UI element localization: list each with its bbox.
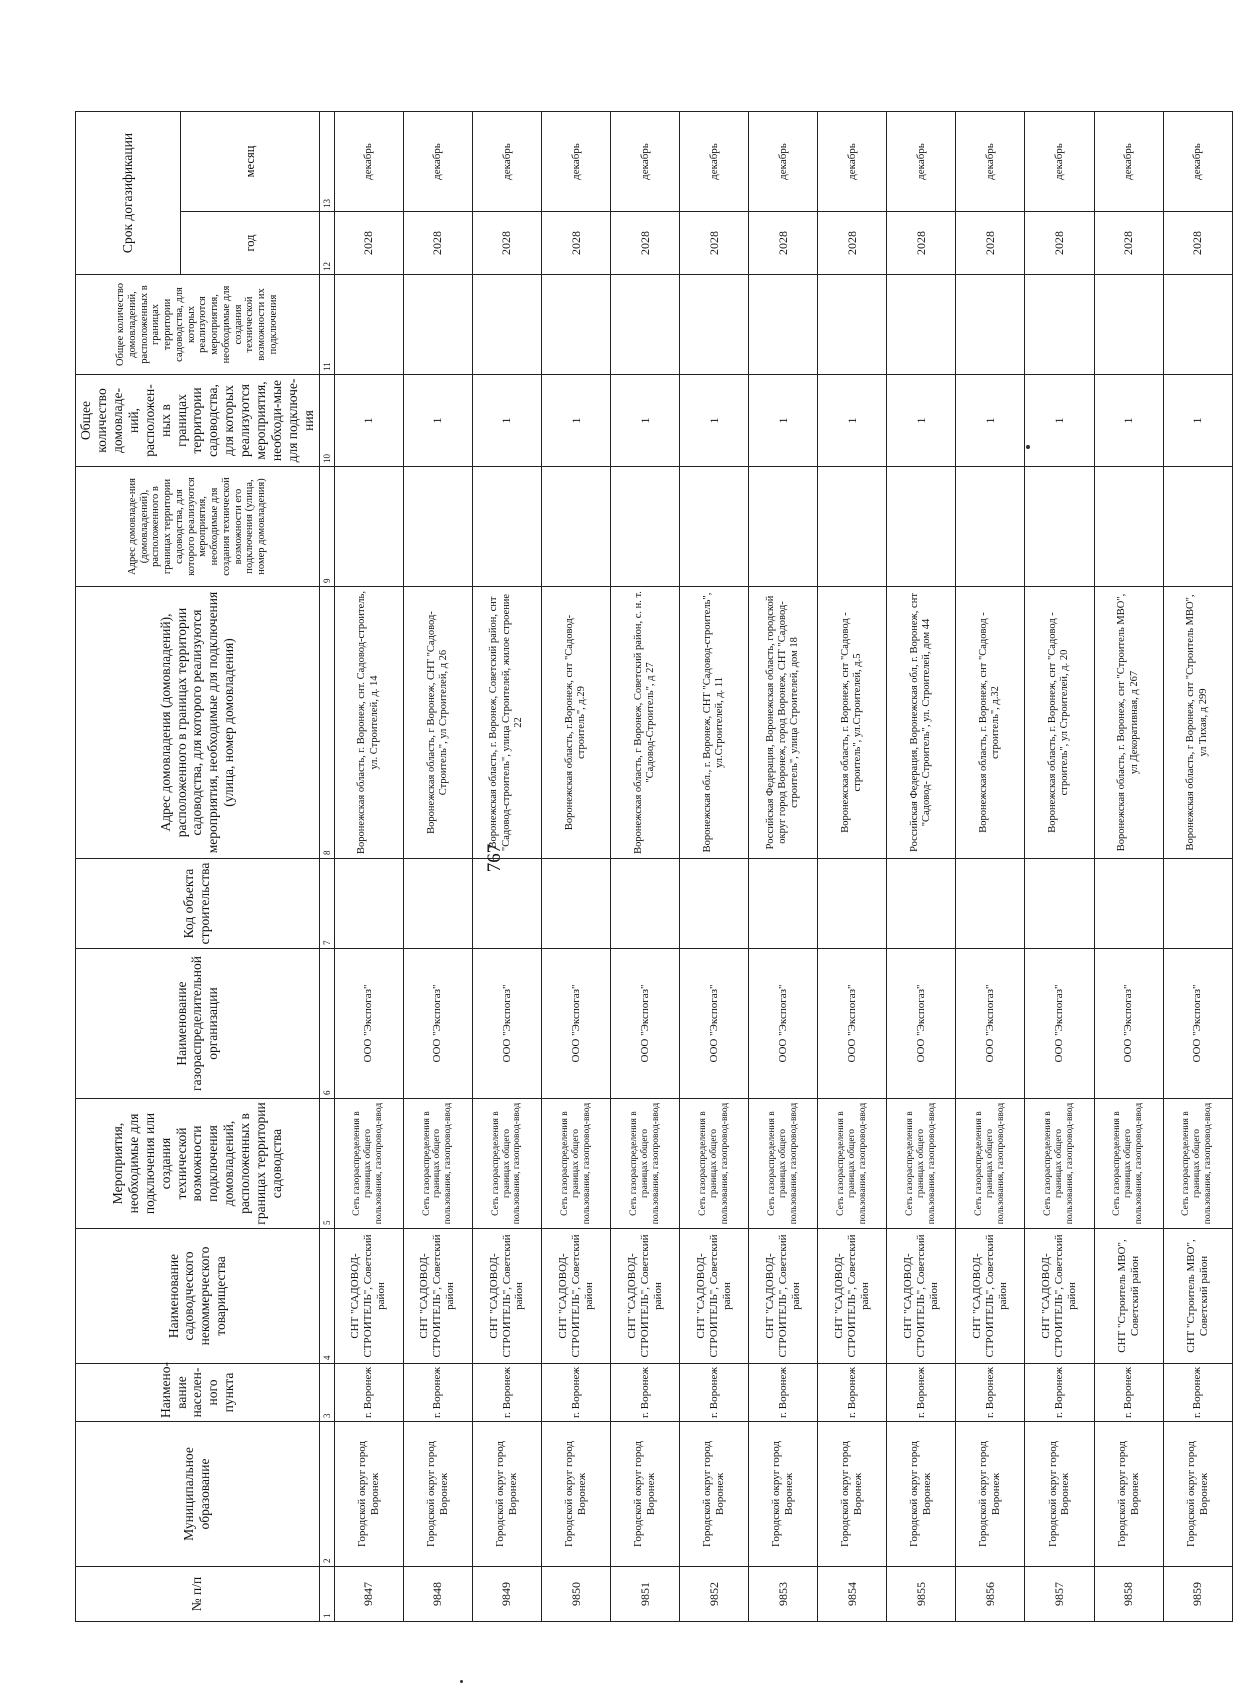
- header-count-conn: Общее количество домовладе-ний, расположен-ных в границах территории садоводства, для которых реализуются мероприятия, необходи-мые для подключе-ния: [76, 375, 320, 467]
- column-index: 5: [319, 1099, 334, 1229]
- cell-num: 9856: [956, 1567, 1025, 1622]
- cell-address: Воронежская область, г. Воронеж, Советский район, снт "Садовод-строитель", улица Строителей, жилое строение 22: [472, 587, 541, 859]
- cell-measures: Сеть газораспределения в границах общего пользования, газопровод-ввод: [542, 1099, 611, 1229]
- cell-measures: Сеть газораспределения в границах общего пользования, газопровод-ввод: [680, 1099, 749, 1229]
- cell-num: 9859: [1163, 1567, 1232, 1622]
- cell-settlement: г. Воронеж: [887, 1364, 956, 1422]
- cell-snt: СНТ "САДОВОД-СТРОИТЕЛЬ", Советский район: [472, 1229, 541, 1364]
- cell-code: [680, 859, 749, 949]
- cell-settlement: г. Воронеж: [334, 1364, 403, 1422]
- cell-measures: Сеть газораспределения в границах общего пользования, газопровод-ввод: [749, 1099, 818, 1229]
- cell-count-conn: 1: [887, 375, 956, 467]
- cell-snt: СНТ "Строитель МВО", Советский район: [1163, 1229, 1232, 1364]
- cell-measures: Сеть газораспределения в границах общего пользования, газопровод-ввод: [956, 1099, 1025, 1229]
- cell-code: [334, 859, 403, 949]
- cell-measures: Сеть газораспределения в границах общего пользования, газопровод-ввод: [887, 1099, 956, 1229]
- cell-gdo: ООО "Экспогаз": [749, 949, 818, 1099]
- cell-year: 2028: [403, 212, 472, 275]
- cell-num: 9850: [542, 1567, 611, 1622]
- scan-dot: [460, 1680, 463, 1683]
- cell-gdo: ООО "Экспогаз": [1025, 949, 1094, 1099]
- cell-month: декабрь: [956, 111, 1025, 211]
- header-code: Код объекта строительства: [76, 859, 320, 949]
- cell-address: Воронежская обл., г. Воронеж, СНТ "Садовод-строитель", ул.Строителей, д. 11: [680, 587, 749, 859]
- cell-address-tech: [1163, 467, 1232, 587]
- column-index: 12: [319, 212, 334, 275]
- cell-address: Воронежская область, г Воронеж, СНТ "Садовод-Строитель", ул Строителей, д 26: [403, 587, 472, 859]
- cell-gdo: ООО "Экспогаз": [887, 949, 956, 1099]
- cell-count-tech: [887, 275, 956, 375]
- cell-address: Российская Федерация, Воронежская область, городской округ город Воронеж, город Воронеж, СНТ "Садовод-строитель", улица Строителей, дом 18: [749, 587, 818, 859]
- cell-gdo: ООО "Экспогаз": [472, 949, 541, 1099]
- cell-measures: Сеть газораспределения в границах общего пользования, газопровод-ввод: [1025, 1099, 1094, 1229]
- cell-snt: СНТ "САДОВОД-СТРОИТЕЛЬ", Советский район: [334, 1229, 403, 1364]
- cell-num: 9851: [611, 1567, 680, 1622]
- cell-gdo: ООО "Экспогаз": [818, 949, 887, 1099]
- header-num: № п/п: [76, 1567, 320, 1622]
- cell-gdo: ООО "Экспогаз": [403, 949, 472, 1099]
- cell-code: [1025, 859, 1094, 949]
- cell-month: декабрь: [403, 111, 472, 211]
- header-count-tech: Общее количество домовладений, расположенных в границах территории садоводства, для которых реализуются мероприятия, необходимые для создания технической возможности их подключения: [76, 275, 320, 375]
- cell-snt: СНТ "САДОВОД-СТРОИТЕЛЬ", Советский район: [1025, 1229, 1094, 1364]
- cell-num: 9854: [818, 1567, 887, 1622]
- column-index: 7: [319, 859, 334, 949]
- cell-year: 2028: [1025, 212, 1094, 275]
- cell-code: [611, 859, 680, 949]
- cell-code: [403, 859, 472, 949]
- cell-settlement: г. Воронеж: [818, 1364, 887, 1422]
- cell-municipality: Городской округ город Воронеж: [611, 1422, 680, 1567]
- cell-count-tech: [1025, 275, 1094, 375]
- cell-num: 9847: [334, 1567, 403, 1622]
- column-index: 9: [319, 467, 334, 587]
- cell-settlement: г. Воронеж: [680, 1364, 749, 1422]
- cell-gdo: ООО "Экспогаз": [542, 949, 611, 1099]
- cell-count-tech: [403, 275, 472, 375]
- column-index: 1: [319, 1567, 334, 1622]
- cell-measures: Сеть газораспределения в границах общего пользования, газопровод-ввод: [334, 1099, 403, 1229]
- cell-address-tech: [472, 467, 541, 587]
- cell-snt: СНТ "САДОВОД-СТРОИТЕЛЬ", Советский район: [749, 1229, 818, 1364]
- cell-year: 2028: [818, 212, 887, 275]
- cell-municipality: Городской округ город Воронеж: [472, 1422, 541, 1567]
- cell-snt: СНТ "САДОВОД-СТРОИТЕЛЬ", Советский район: [542, 1229, 611, 1364]
- cell-year: 2028: [542, 212, 611, 275]
- cell-measures: Сеть газораспределения в границах общего пользования, газопровод-ввод: [472, 1099, 541, 1229]
- cell-gdo: ООО "Экспогаз": [680, 949, 749, 1099]
- cell-count-tech: [1163, 275, 1232, 375]
- cell-measures: Сеть газораспределения в границах общего пользования, газопровод-ввод: [1094, 1099, 1163, 1229]
- cell-settlement: г. Воронеж: [611, 1364, 680, 1422]
- cell-address-tech: [542, 467, 611, 587]
- cell-count-tech: [749, 275, 818, 375]
- header-address: Адрес домовладения (домовладений), расположенного в границах территории садоводства, для которого реализуются мероприятия, необходимые для подключения (улица, номер домовладения): [76, 587, 320, 859]
- cell-settlement: г. Воронеж: [749, 1364, 818, 1422]
- cell-address-tech: [1094, 467, 1163, 587]
- cell-municipality: Городской округ город Воронеж: [818, 1422, 887, 1567]
- cell-count-conn: 1: [749, 375, 818, 467]
- cell-month: декабрь: [334, 111, 403, 211]
- column-index: 8: [319, 587, 334, 859]
- cell-count-tech: [1094, 275, 1163, 375]
- header-snt: Наименование садоводческого некоммерческого товарищества: [76, 1229, 320, 1364]
- cell-gdo: ООО "Экспогаз": [1094, 949, 1163, 1099]
- cell-num: 9849: [472, 1567, 541, 1622]
- cell-settlement: г. Воронеж: [542, 1364, 611, 1422]
- table-body: [334, 111, 1232, 1621]
- cell-measures: Сеть газораспределения в границах общего пользования, газопровод-ввод: [403, 1099, 472, 1229]
- cell-num: 9848: [403, 1567, 472, 1622]
- cell-year: 2028: [334, 212, 403, 275]
- cell-count-tech: [542, 275, 611, 375]
- cell-gdo: ООО "Экспогаз": [611, 949, 680, 1099]
- cell-year: 2028: [611, 212, 680, 275]
- cell-count-tech: [472, 275, 541, 375]
- table-row: [403, 111, 472, 1621]
- header-gdo: Наименование газораспределительной организации: [76, 949, 320, 1099]
- cell-count-conn: 1: [334, 375, 403, 467]
- cell-municipality: Городской округ город Воронеж: [1025, 1422, 1094, 1567]
- cell-address-tech: [611, 467, 680, 587]
- column-index: 2: [319, 1422, 334, 1567]
- cell-count-tech: [818, 275, 887, 375]
- column-index: 6: [319, 949, 334, 1099]
- table-row: [472, 111, 541, 1621]
- column-index: 3: [319, 1364, 334, 1422]
- cell-gdo: ООО "Экспогаз": [334, 949, 403, 1099]
- cell-count-conn: 1: [1025, 375, 1094, 467]
- header-address-tech: Адрес домовладе-ния (домовладений), расположенного в границах территории садоводства, для которого реализуются мероприятия, необходимые для создания технической возможности его подключения (улица, номер домовладения): [76, 467, 320, 587]
- table-row: [1094, 111, 1163, 1621]
- cell-snt: СНТ "САДОВОД-СТРОИТЕЛЬ", Советский район: [956, 1229, 1025, 1364]
- cell-code: [1094, 859, 1163, 949]
- cell-address: Воронежская область, г.Воронеж, снт "Садовод-строитель", д.29: [542, 587, 611, 859]
- cell-settlement: г. Воронеж: [403, 1364, 472, 1422]
- header-deadline: Срок догазификации: [76, 111, 181, 274]
- cell-address: Воронежская область, г Воронеж, Советский район, с. н. т. "Садовод-Строитель", д 27: [611, 587, 680, 859]
- cell-municipality: Городской округ город Воронеж: [403, 1422, 472, 1567]
- cell-address-tech: [403, 467, 472, 587]
- cell-snt: СНТ "САДОВОД-СТРОИТЕЛЬ", Советский район: [403, 1229, 472, 1364]
- cell-year: 2028: [887, 212, 956, 275]
- table-row: [956, 111, 1025, 1621]
- cell-year: 2028: [1163, 212, 1232, 275]
- cell-code: [956, 859, 1025, 949]
- gasification-table: [75, 111, 1233, 1622]
- cell-municipality: Городской округ город Воронеж: [956, 1422, 1025, 1567]
- table-row: [749, 111, 818, 1621]
- cell-snt: СНТ "САДОВОД-СТРОИТЕЛЬ", Советский район: [680, 1229, 749, 1364]
- table-row: [1163, 111, 1232, 1621]
- cell-year: 2028: [956, 212, 1025, 275]
- table-row: [887, 111, 956, 1621]
- cell-month: декабрь: [749, 111, 818, 211]
- cell-address: Воронежская область, г. Воронеж, снт "Садовод - строитель", ул.Строителей, д.5: [818, 587, 887, 859]
- cell-code: [887, 859, 956, 949]
- cell-settlement: г. Воронеж: [1163, 1364, 1232, 1422]
- cell-num: 9852: [680, 1567, 749, 1622]
- table-row: [1025, 111, 1094, 1621]
- cell-municipality: Городской округ город Воронеж: [1094, 1422, 1163, 1567]
- cell-num: 9857: [1025, 1567, 1094, 1622]
- header-municipality: Муниципальное образование: [76, 1422, 320, 1567]
- cell-count-tech: [956, 275, 1025, 375]
- cell-snt: СНТ "САДОВОД-СТРОИТЕЛЬ", Советский район: [887, 1229, 956, 1364]
- cell-municipality: Городской округ город Воронеж: [749, 1422, 818, 1567]
- cell-month: декабрь: [887, 111, 956, 211]
- cell-address: Воронежская область, г. Воронеж, снт "Садовод - строитель", ул Строителей, д. 20: [1025, 587, 1094, 859]
- column-index: 10: [319, 375, 334, 467]
- cell-count-conn: 1: [611, 375, 680, 467]
- cell-measures: Сеть газораспределения в границах общего пользования, газопровод-ввод: [818, 1099, 887, 1229]
- cell-address-tech: [749, 467, 818, 587]
- cell-snt: СНТ "САДОВОД-СТРОИТЕЛЬ", Советский район: [611, 1229, 680, 1364]
- cell-count-tech: [680, 275, 749, 375]
- cell-address: Воронежская область, г. Воронеж, снт "Садовод - строитель", д.32: [956, 587, 1025, 859]
- header-measures: Мероприятия, необходимые для подключения или создания технической возможности подключения домовладений, расположенных в границах территории садоводства: [76, 1099, 320, 1229]
- cell-code: [749, 859, 818, 949]
- cell-municipality: Городской округ город Воронеж: [1163, 1422, 1232, 1567]
- cell-address: Воронежская область, г Воронеж, снт "Строитель МВО", ул Тихая, д 299: [1163, 587, 1232, 859]
- cell-month: декабрь: [1163, 111, 1232, 211]
- cell-count-conn: 1: [1094, 375, 1163, 467]
- cell-code: [1163, 859, 1232, 949]
- cell-month: декабрь: [818, 111, 887, 211]
- cell-year: 2028: [1094, 212, 1163, 275]
- cell-count-conn: 1: [542, 375, 611, 467]
- cell-municipality: Городской округ город Воронеж: [542, 1422, 611, 1567]
- table-row: [611, 111, 680, 1621]
- cell-municipality: Городской округ город Воронеж: [887, 1422, 956, 1567]
- cell-gdo: ООО "Экспогаз": [1163, 949, 1232, 1099]
- cell-num: 9853: [749, 1567, 818, 1622]
- table-row: [818, 111, 887, 1621]
- cell-address-tech: [334, 467, 403, 587]
- cell-code: [818, 859, 887, 949]
- table-row: [542, 111, 611, 1621]
- cell-year: 2028: [472, 212, 541, 275]
- cell-month: декабрь: [542, 111, 611, 211]
- cell-count-conn: 1: [472, 375, 541, 467]
- cell-month: декабрь: [1094, 111, 1163, 211]
- cell-count-tech: [334, 275, 403, 375]
- cell-address: Российская Федерация, Воронежская обл, г. Воронеж, снт "Садовод- Строитель", ул. Строителей, дом 44: [887, 587, 956, 859]
- table-row: [334, 111, 403, 1621]
- cell-address: Воронежская область, г. Воронеж, снт "Строитель МВО", ул Декоративная, д 267: [1094, 587, 1163, 859]
- cell-measures: Сеть газораспределения в границах общего пользования, газопровод-ввод: [611, 1099, 680, 1229]
- cell-year: 2028: [749, 212, 818, 275]
- cell-settlement: г. Воронеж: [1025, 1364, 1094, 1422]
- header-month: месяц: [181, 111, 320, 211]
- cell-address-tech: [818, 467, 887, 587]
- cell-month: декабрь: [680, 111, 749, 211]
- cell-address-tech: [956, 467, 1025, 587]
- scan-mark: [1026, 445, 1030, 449]
- table-row: [680, 111, 749, 1621]
- cell-count-conn: 1: [1163, 375, 1232, 467]
- cell-snt: СНТ "Строитель МВО", Советский район: [1094, 1229, 1163, 1364]
- cell-num: 9855: [887, 1567, 956, 1622]
- cell-month: декабрь: [1025, 111, 1094, 211]
- cell-count-conn: 1: [680, 375, 749, 467]
- cell-code: [542, 859, 611, 949]
- cell-count-tech: [611, 275, 680, 375]
- cell-address: Воронежская область, г. Воронеж, снт. Садовод-строитель, ул. Строителей, д. 14: [334, 587, 403, 859]
- cell-gdo: ООО "Экспогаз": [956, 949, 1025, 1099]
- column-index: 11: [319, 275, 334, 375]
- cell-settlement: г. Воронеж: [472, 1364, 541, 1422]
- cell-count-conn: 1: [403, 375, 472, 467]
- cell-count-conn: 1: [956, 375, 1025, 467]
- cell-code: [472, 859, 541, 949]
- cell-measures: Сеть газораспределения в границах общего пользования, газопровод-ввод: [1163, 1099, 1232, 1229]
- cell-snt: СНТ "САДОВОД-СТРОИТЕЛЬ", Советский район: [818, 1229, 887, 1364]
- column-index-row: [319, 111, 334, 1621]
- cell-count-conn: 1: [818, 375, 887, 467]
- header-year: год: [181, 212, 320, 275]
- cell-month: декабрь: [472, 111, 541, 211]
- cell-num: 9858: [1094, 1567, 1163, 1622]
- page-number: 767: [484, 843, 505, 873]
- cell-year: 2028: [680, 212, 749, 275]
- cell-address-tech: [680, 467, 749, 587]
- header-settlement: Наимено-вание населен-ного пункта: [76, 1364, 320, 1422]
- rotated-table-wrapper: [75, 112, 1214, 1622]
- cell-address-tech: [1025, 467, 1094, 587]
- cell-settlement: г. Воронеж: [1094, 1364, 1163, 1422]
- column-index: 4: [319, 1229, 334, 1364]
- cell-month: декабрь: [611, 111, 680, 211]
- cell-address-tech: [887, 467, 956, 587]
- cell-municipality: Городской округ город Воронеж: [680, 1422, 749, 1567]
- cell-municipality: Городской округ город Воронеж: [334, 1422, 403, 1567]
- column-index: 13: [319, 111, 334, 211]
- cell-settlement: г. Воронеж: [956, 1364, 1025, 1422]
